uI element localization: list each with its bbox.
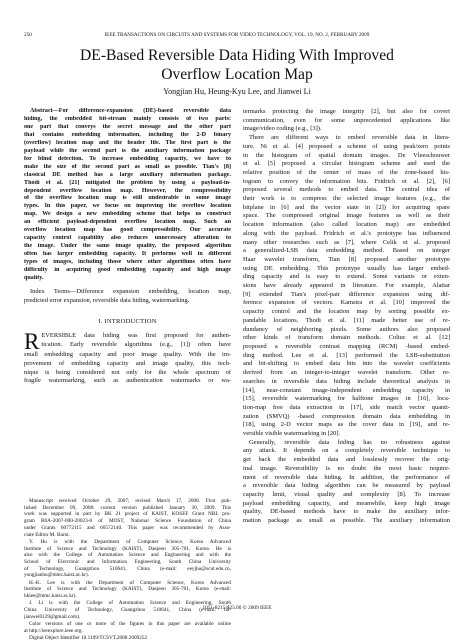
- text-line: togram to convey the information bits. Fridrich et al. [2], [6]: [243, 177, 450, 185]
- text-line: et al. [5] proposed a circular histogram scheme and used the: [243, 160, 450, 168]
- footnote-line: also with the College of Automation Science and Engineering and with the: [24, 552, 231, 559]
- paragraph: [243, 108, 450, 134]
- drop-cap: R: [24, 329, 40, 355]
- running-header: [24, 31, 450, 39]
- text-line: and bit-shifting to embed data bits into the wavelet coefficients: [243, 360, 450, 368]
- text-line: capacity limit, visual quality and complexity [8]. To increase: [243, 490, 450, 498]
- paper-title: [0, 47, 474, 84]
- text-line: [14], near-constant image-independent embedding capacity in: [243, 386, 450, 394]
- footnote-line: Institute of Science and Technology (KAIST), Daejeon 305-701, Korea. He is: [24, 545, 231, 552]
- text-line: termarks protecting the image integrity [2], but also for covert: [243, 108, 450, 115]
- text-line: searches in reversible data hiding include theoretical analysis in: [243, 377, 450, 385]
- text-line: EVERSIBLE data hiding was first proposed for authen-: [41, 332, 231, 340]
- footnote: [24, 635, 231, 642]
- footnote-line: ciate Editor M. Barni.: [24, 531, 70, 538]
- text-line: ference expansion of vectors. Kamstra et al. [10] improved the: [243, 299, 450, 307]
- text-line: quality, DE-based methods have to make the auxiliary infor-: [243, 508, 450, 516]
- footnote-line: Institute of Science and Technology (KAIST), Daejeon 305-701, Korea (e-mail:: [24, 586, 231, 593]
- text-line: quality.: [24, 275, 44, 282]
- text-line: one part that conveys the secret message and the other part: [24, 123, 231, 130]
- text-line: image/video coding (e.g., [3]).: [243, 125, 322, 133]
- text-line: dundancy of neighboring pixels. Some authors also proposed: [243, 325, 450, 333]
- text-line: that contains embedding information, including the 2-D binary: [24, 131, 231, 138]
- text-line: many other researches such as [7], where Celik et al. proposed: [243, 238, 450, 246]
- footnote-line: H.-K. Lee is with the Department of Computer Science, Korea Advanced: [29, 579, 231, 586]
- text-line: provement of embedding capacity and image quality, this tech-: [24, 360, 231, 368]
- footnote-line: under Grants 60772115 and 60572140. This paper was recommended by Asso-: [24, 524, 231, 531]
- abstract: [24, 108, 231, 283]
- footnote-line: Color versions of one or more of the figures in this paper are available online: [29, 621, 231, 628]
- text-line: a generalized-LSB data embedding method. Based on integer: [243, 247, 450, 255]
- text-line: the image. Under the same image quality, the proposed algorithm: [24, 243, 231, 250]
- text-line: nique is being considered not only for the whole spectrum of: [24, 368, 231, 376]
- text-line: ment of reversible data hiding. In addition, the performance of: [243, 473, 450, 481]
- footnote-line: work was supported in part by BK 21 project of KAIST, KOSEF Grant NRL pro-: [24, 511, 231, 518]
- text-line: using DE embedding. This prototype usually has larger embed-: [243, 264, 450, 272]
- text-line: of the overflow location map is still undesirable in some image: [24, 195, 231, 202]
- text-line: often has larger embedding capacity. It performs well in different: [24, 251, 231, 258]
- text-line: space. The compressed original image features as well as their: [243, 212, 450, 220]
- intro-paragraph: [24, 329, 231, 386]
- section-heading-introduction: I. INTRODUCTION: [98, 318, 157, 326]
- footnote-line: at http://ieeexplore.ieee.org.: [24, 627, 83, 634]
- footnote-line: China University of Technology, Guangzhou 510641, China (e-mail: lia-: [24, 607, 231, 614]
- footnote: [24, 539, 231, 579]
- footnote: [24, 621, 231, 634]
- footnote-line: jianwei0129@gmail.com).: [24, 613, 81, 620]
- text-line: their work is to compress the selected image features (e.g., the: [243, 195, 450, 203]
- text-line: capacity control and the location map by sorting possible ex-: [243, 308, 450, 316]
- text-line: pandable locations. Thodi et al. [11] made better use of re-: [243, 316, 450, 324]
- right-column: [243, 108, 450, 526]
- text-line: capacity control capability also reduces unnecessary alteration to: [24, 235, 231, 242]
- text-line: proposed several methods to embed data. The central idea of: [243, 186, 450, 194]
- text-line: proposed a reversible contrast mapping (RCM) -based embed-: [243, 342, 450, 350]
- text-line: other kinds of transform domain methods. Coltuc et al. [12]: [243, 334, 450, 342]
- intro-rest-lines: [24, 351, 231, 386]
- text-line: (overflow) location map and the header file. The first part is the: [24, 139, 231, 146]
- text-line: Thodi et al. [21] mitigated the problem by using a payload-in-: [24, 179, 231, 186]
- text-line: communication, even for some unprecedented applications like: [243, 116, 450, 124]
- text-line: classical DE method has a large auxiliary information package.: [24, 171, 231, 178]
- text-line: tion-map free data extraction in [17], side match vector quanti-: [243, 403, 450, 411]
- text-line: mation package as small as possible. The auxiliary information: [243, 517, 450, 525]
- footnote-line: School of Electronic and Information Engineering, South China University: [24, 558, 231, 565]
- text-line: an efficient payload-dependent overflow location map. Such an: [24, 219, 231, 226]
- paragraph: [243, 134, 450, 439]
- footnote-line: of Technology, Guangzhou 510641, China (e-mail: eeyjhu@scut.edu.cn,: [24, 565, 231, 572]
- text-line: payload embedding capacity, and meanwhile, keep high image: [243, 499, 450, 507]
- text-line: derived from an integer-to-integer wavelet transform. Other re-: [243, 369, 450, 377]
- text-line: payload while the second part is the auxiliary information package: [24, 147, 231, 154]
- text-line: for blind detection. To increase embedding capacity, we have to: [24, 155, 231, 162]
- text-line: difficulty in acquiring good embedding capacity and high image: [24, 267, 231, 274]
- journal-name: IEEE TRANSACTIONS ON CIRCUITS AND SYSTEMS FOR VIDEO TECHNOLOGY, VOL. 19, NO. 2, FEBRUARY 2009: [104, 32, 370, 38]
- text-line: Haar wavelet transform, Tian [8] proposed another prototype: [243, 255, 450, 263]
- text-line: [9] extended Tian's pixel-pair difference expansion using dif-: [243, 290, 450, 298]
- text-line: There are different ways to embed reversible data in litera-: [249, 134, 450, 142]
- footnotes: [24, 498, 231, 642]
- text-line: dependent overflow location map. However, the compressibility: [24, 187, 231, 194]
- text-line: get back the embedded data and losslessly recover the orig-: [243, 456, 450, 464]
- text-line: relative position of the center of mass of the zone-based his-: [243, 168, 450, 176]
- text-line: predicted error expansion, reversible data hiding, watermarking.: [24, 296, 190, 304]
- index-terms: [24, 288, 231, 305]
- footnote-line: J. Li is with the College of Automation Science and Engineering, South: [29, 600, 231, 607]
- text-line: zation (SMVQ) -based compression domain data embedding in: [243, 412, 450, 420]
- title-line: DE-Based Reversible Data Hiding With Improved: [80, 47, 394, 64]
- text-line: types. In this paper, we focus on improving the overflow location: [24, 203, 231, 210]
- page-number: 250: [24, 32, 32, 38]
- footnote-line: lished December 09, 2008; current version published January 30, 2009. This: [24, 504, 231, 511]
- text-line: inal image. Reversibility is no doubt the most basic require-: [243, 464, 450, 472]
- text-line: location information (also called location map) are embedded: [243, 221, 450, 229]
- text-line: [15], reversible watermarking for halftone images in [16], loca-: [243, 395, 450, 403]
- text-line: along with the payload. Fridrich et al.'s prototype has influenced: [243, 229, 450, 237]
- author-list: Yongjian Hu, Heung-Kyu Lee, and Jianwei Li: [163, 87, 311, 96]
- text-line: [18], using 2-D vector maps as the cover data in [19], and re-: [243, 421, 450, 429]
- footnote-line: Digital Object Identifier 10.1109/TCSVT.2008.2009252: [29, 635, 148, 642]
- text-line: ding capacity and is easy to extend. Some variants or exten-: [243, 273, 450, 281]
- text-line: versible visible watermarking in [20].: [243, 430, 341, 438]
- copyright-code: 1051-8215/$25.00 © 2009 IEEE: [202, 605, 272, 611]
- text-line: make the size of the second part as small as possible. Tian's [8]: [24, 163, 231, 170]
- footnote-line: hklee@mmc.kaist.ac.kr).: [24, 593, 77, 600]
- left-column: [24, 108, 231, 386]
- footnote-line: Manuscript received October 29, 2007; revised March 17, 2008. First pub-: [29, 498, 231, 504]
- footnote: [24, 580, 231, 600]
- paragraph: [243, 439, 450, 526]
- text-line: map. We design a new embedding scheme that helps us construct: [24, 211, 231, 218]
- text-line: Abstract—For difference-expansion (DE)-based reversible data: [30, 108, 231, 114]
- text-line: ture. Ni et al. [4] proposed a scheme of using peak/zero points: [243, 142, 450, 150]
- text-line: Index Terms—Difference expansion embedding, location map,: [30, 287, 231, 295]
- footnote: [24, 498, 231, 538]
- title-line: Overflow Location Map: [161, 65, 313, 83]
- text-line: bitplane in [6] and the vector state in [2]) for acquiring spare: [243, 203, 450, 211]
- text-line: sions have already appeared in literature. For example, Alattar: [243, 282, 450, 290]
- footnote-line: Y. Hu is with the Department of Computer Science, Korea Advanced: [29, 538, 231, 545]
- text-line: overflow location map has good compressibility. Our accurate: [24, 227, 231, 234]
- text-line: Generally, reversible data hiding has no robustness against: [249, 438, 450, 446]
- text-line: any attack. It depends on a completely reversible technique to: [243, 447, 450, 455]
- text-line: ding method. Lee et al. [13] performed the LSB-substitution: [243, 351, 450, 359]
- text-line: a reversible data hiding algorithm can be measured by payload: [243, 482, 450, 490]
- text-line: hiding, the embedded bit-stream mainly consists of two parts:: [24, 115, 231, 122]
- footnote-line: gram R0A-2007-000-20023-0 of MOST, National Science Foundation of China: [24, 518, 231, 525]
- text-line: types of images, including those where other algorithms often have: [24, 259, 231, 266]
- text-line: fragile watermarking, such as authentication watermarks or wa-: [24, 377, 231, 385]
- text-line: small embedding capacity and poor image quality. With the im-: [24, 351, 231, 359]
- footnote-line: yongjianhu@mmc.kaist.ac.kr).: [24, 572, 89, 579]
- text-line: in the histogram of spatial domain images. De Vleeschouwer: [243, 151, 450, 159]
- text-line: tication. Early reversible algorithms (e.g., [1]) often have: [41, 341, 231, 349]
